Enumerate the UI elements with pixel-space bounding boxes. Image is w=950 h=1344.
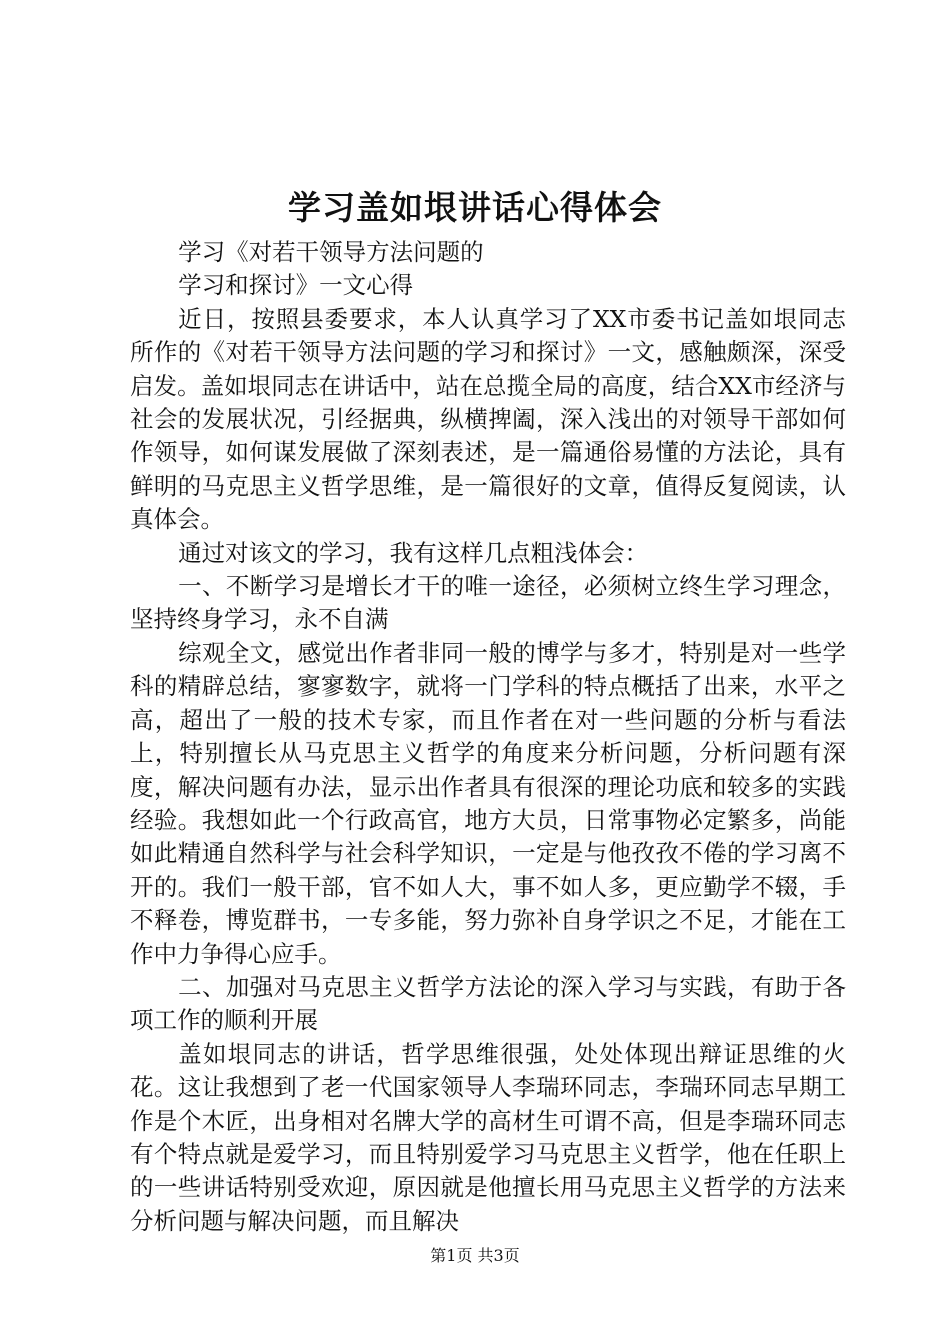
paragraph: 综观全文，感觉出作者非同一般的博学与多才，特别是对一些学科的精辟总结，寥寥数字，就将一门学科的特点概括了出来，水平之高，超出了一般的技术专家，而且作者在对一些问题的分析与看法上，特别擅长从马克思主义哲学的角度来分析问题，分析问题有深度，解决问题有办法，显示出作者具有很深的理论功底和较多的实践经验。我想如此一个行政高官，地方大员，日常事物必定繁多，尚能如此精通自然科学与社会科学知识，一定是与他孜孜不倦的学习离不开的。我们一般干部，官不如人大，事不如人多，更应勤学不辍，手不释卷，博览群书，一专多能，努力弥补自身学识之不足，才能在工作中力争得心应手。 — [130, 638, 846, 968]
paragraph: 学习《对若干领导方法问题的 — [178, 238, 484, 266]
document-title: 学习盖如垠讲话心得体会 — [288, 188, 662, 227]
paragraph: 盖如垠同志的讲话，哲学思维很强，处处体现出辩证思维的火花。这让我想到了老一代国家领导人李瑞环同志，李瑞环同志早期工作是个木匠，出身相对名牌大学的高材生可谓不高，但是李瑞环同志有个特点就是爱学习，而且特别爱学习马克思主义哲学，他在任职上的一些讲话特别受欢迎，原因就是他擅长用马克思主义哲学的方法来分析问题与解决问题，而且解决 — [130, 1039, 846, 1235]
page-footer: 第1页 共3页 — [430, 1246, 520, 1265]
paragraph: 二、加强对马克思主义哲学方法论的深入学习与实践，有助于各项工作的顺利开展 — [130, 972, 846, 1035]
paragraph: 近日，按照县委要求，本人认真学习了XX市委书记盖如垠同志所作的《对若干领导方法问题的学习和探讨》一文，感触颇深，深受启发。盖如垠同志在讲话中，站在总揽全局的高度，结合XX市经济与社会的发展状况，引经据典，纵横捭阖，深入浅出的对领导干部如何作领导，如何谋发展做了深刻表述，是一篇通俗易懂的方法论，具有鲜明的马克思主义哲学思维，是一篇很好的文章，值得反复阅读，认真体会。 — [130, 304, 846, 534]
paragraph: 一、不断学习是增长才干的唯一途径，必须树立终生学习理念，坚持终身学习，永不自满 — [130, 572, 846, 634]
document-body — [130, 236, 846, 1238]
paragraph: 通过对该文的学习，我有这样几点粗浅体会： — [178, 538, 649, 567]
paragraph: 学习和探讨》一文心得 — [178, 271, 414, 300]
